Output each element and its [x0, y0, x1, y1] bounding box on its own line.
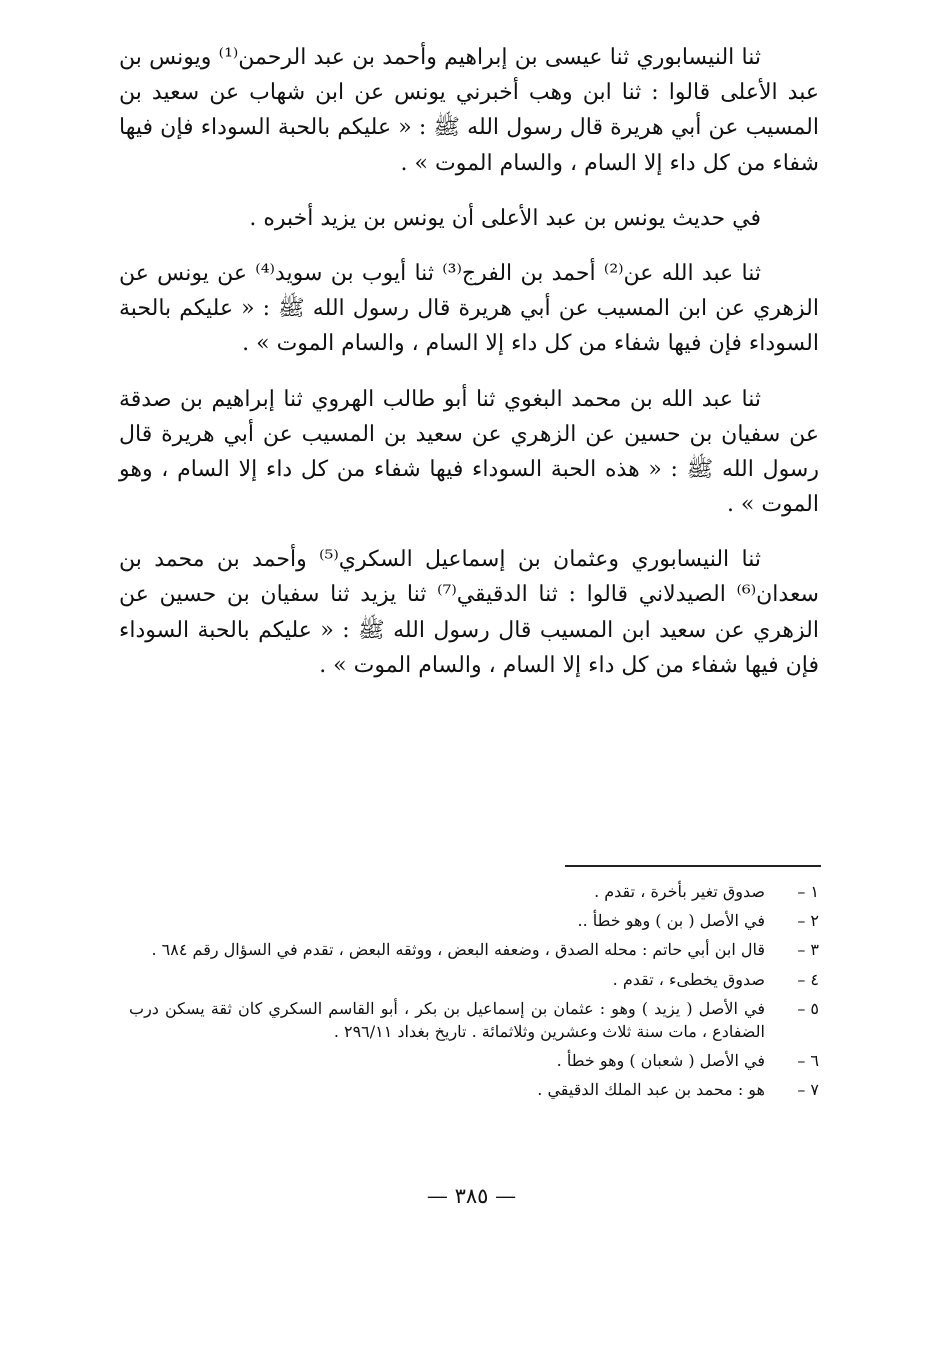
hadith-paragraph-5: ثنا النيسابوري وعثمان بن إسماعيل السكري⁽⁵⁾ وأحمد بن محمد بن سعدان⁽⁶⁾ الصيدلاني قالوا : ثنا الدقيقي⁽⁷⁾ ثنا يزيد ثنا سفيان بن حسين عن الزهري عن سعيد ابن المسيب قال رسول الله ﷺ : « عليكم بالحبة السوداء فإن فيها شفاء من كل داء إلا السام ، والسام الموت » .: [119, 547, 819, 678]
footnote-item: [129, 1078, 819, 1101]
page-number: — ٣٨٥ —: [426, 1184, 517, 1208]
footnote-number: ٥ –: [797, 998, 819, 1018]
footnote-number: ٢ –: [797, 911, 819, 931]
footnote-text: صدوق يخطىء ، تقدم .: [612, 969, 765, 989]
footnote-divider: [565, 865, 821, 867]
footnote-text: هو : محمد بن عبد الملك الدقيقي .: [537, 1080, 765, 1100]
hadith-paragraph-4: ثنا عبد الله بن محمد البغوي ثنا أبو طالب الهروي ثنا إبراهيم بن صدقة عن سفيان بن حسين عن الزهري عن سعيد بن المسيب عن أبي هريرة قال رسول الله ﷺ : « هذه الحبة السوداء فيها شفاء من كل داء إلا السام ، وهو الموت » .: [119, 386, 819, 518]
footnote-number: ٣ –: [797, 940, 819, 960]
main-text: [119, 40, 819, 703]
footnote-text: في الأصل ( يزيد ) وهو : عثمان بن إسماعيل بن بكر ، أبو القاسم السكري كان ثقة يسكن درب الضفادع ، مات سنة ثلاث وعشرين وثلاثمائة . تاريخ بغداد ٢٩٦/١١ .: [129, 998, 765, 1041]
footnote-text: في الأصل ( شعبان ) وهو خطأ .: [556, 1051, 765, 1071]
footnote-item: [129, 1049, 819, 1072]
hadith-paragraph-3: ثنا عبد الله عن⁽²⁾ أحمد بن الفرج⁽³⁾ ثنا أيوب بن سويد⁽⁴⁾ عن يونس عن الزهري عن ابن المسيب عن أبي هريرة قال رسول الله ﷺ : « عليكم بالحبة السوداء فإن فيها شفاء من كل داء إلا السام ، والسام الموت » .: [119, 260, 819, 357]
footnote-number: ٦ –: [797, 1051, 819, 1071]
footnotes: [129, 880, 819, 1108]
footnote-item: [129, 909, 819, 932]
footnote-number: ٧ –: [797, 1080, 819, 1100]
footnote-text: صدوق تغير بأخرة ، تقدم .: [594, 882, 765, 901]
footnote-text: قال ابن أبي حاتم : محله الصدق ، وضعفه البعض ، ووثقه البعض ، تقدم في السؤال رقم ٦٨٤ .: [151, 940, 765, 960]
hadith-paragraph-1: ثنا النيسابوري ثنا عيسى بن إبراهيم وأحمد بن عبد الرحمن⁽¹⁾ ويونس بن عبد الأعلى قالوا : ثنا ابن وهب أخبرني يونس عن ابن شهاب عن سعيد بن المسيب عن أبي هريرة قال رسول الله ﷺ : « عليكم بالحبة السوداء فإن فيها شفاء من كل داء إلا السام ، والسام الموت » .: [119, 45, 819, 176]
footnote-item: [129, 997, 819, 1043]
footnote-item: [129, 968, 819, 991]
footnote-text: في الأصل ( بن ) وهو خطأ ..: [577, 911, 765, 931]
footnote-item: [129, 880, 819, 903]
footnote-number: ٤ –: [797, 969, 819, 989]
footnote-item: [129, 938, 819, 961]
hadith-paragraph-2: في حديث يونس بن عبد الأعلى أن يونس بن يزيد أخبره .: [249, 205, 761, 231]
footnote-number: ١ –: [797, 882, 819, 901]
